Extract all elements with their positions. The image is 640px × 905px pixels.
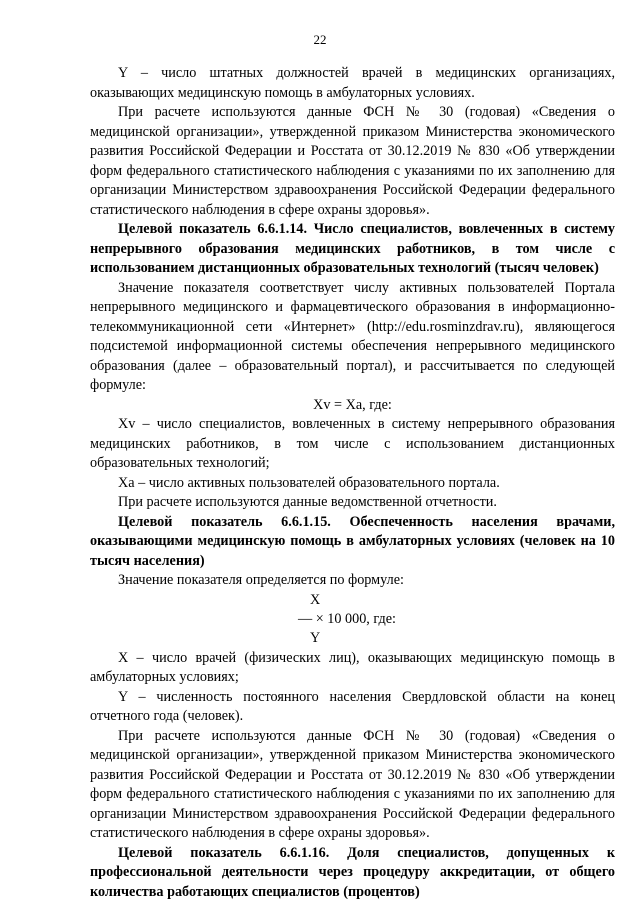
paragraph-data-source-2: При расчете используются данные ФСН № 30 (годовая) «Сведения о медицинской организации», утвержденной приказом Министерства экономического развития Российской Федерации и Росстата от 30.12.2019 № 830 «Об утверждении форм федерального статистического наблюдения с указаниями по их заполнению для организации Министерством здравоохранения Российской Федерации федерального статистического наблюдения в сфере охраны здоровья». [90, 727, 615, 841]
paragraph-data-source: При расчете используются данные ФСН № 30 (годовая) «Сведения о медицинской организации», утвержденной приказом Министерства экономического развития Российской Федерации и Росстата от 30.12.2019 № 830 «Об утверждении форм федерального статистического наблюдения с указаниями по их заполнению для организации Министерством здравоохранения Российской Федерации федерального статистического наблюдения в сфере охраны здоровья». [90, 104, 615, 218]
paragraph-y-definition: Y – число штатных должностей врачей в медицинских организациях, оказывающих медицинскую помощь в амбулаторных условиях. [90, 65, 615, 101]
page-number: 22 [313, 32, 327, 47]
paragraph-departmental-data: При расчете используются данные ведомственной отчетности. [118, 494, 497, 510]
indicator-heading-6-6-1-14: Целевой показатель 6.6.1.14. Число специалистов, вовлеченных в систему непрерывного образования медицинских работников, в том числе с использованием дистанционных образовательных технологий (тысяч человек) [90, 221, 615, 276]
paragraph-formula-intro: Значение показателя определяется по формуле: [118, 572, 404, 588]
indicator-heading-6-6-1-16: Целевой показатель 6.6.1.16. Доля специалистов, допущенных к профессиональной деятельности через процедуру аккредитации, от общего количества работающих специалистов (процентов) [90, 844, 615, 900]
fraction-formula [90, 591, 615, 649]
fraction-bar: — × 10 000, где: [298, 610, 396, 627]
document-body [90, 64, 615, 902]
paragraph-x-definition: X – число врачей (физических лиц), оказывающих медицинскую помощь в амбулаторных условиях; [90, 649, 615, 685]
fraction-numerator: X [310, 591, 321, 608]
paragraph-xa-definition: Xa – число активных пользователей образовательного портала. [118, 474, 500, 491]
fraction-denominator: Y [310, 629, 321, 646]
formula-xv: Xv = Xa, где: [313, 396, 392, 413]
indicator-heading-6-6-1-15: Целевой показатель 6.6.1.15. Обеспеченность населения врачами, оказывающими медицинскую помощь в амбулаторных условиях (человек на 10 тысяч населения) [90, 513, 615, 569]
paragraph-xv-definition: Xv – число специалистов, вовлеченных в систему непрерывного образования медицинских работников, в том числе с использованием дистанционных образовательных технологий; [90, 416, 615, 471]
paragraph-y-population: Y – численность постоянного населения Свердловской области на конец отчетного года (человек). [90, 688, 615, 724]
paragraph-indicator-description: Значение показателя соответствует числу активных пользователей Портала непрерывного медицинского и фармацевтического образования в информационно-телекоммуникационной сети «Интернет» (http://edu.rosminzdrav.ru), являющегося подсистемой информационной системы обеспечения непрерывного медицинского образования (далее – образовательный портал), и рассчитывается по следующей формуле: [90, 279, 615, 393]
